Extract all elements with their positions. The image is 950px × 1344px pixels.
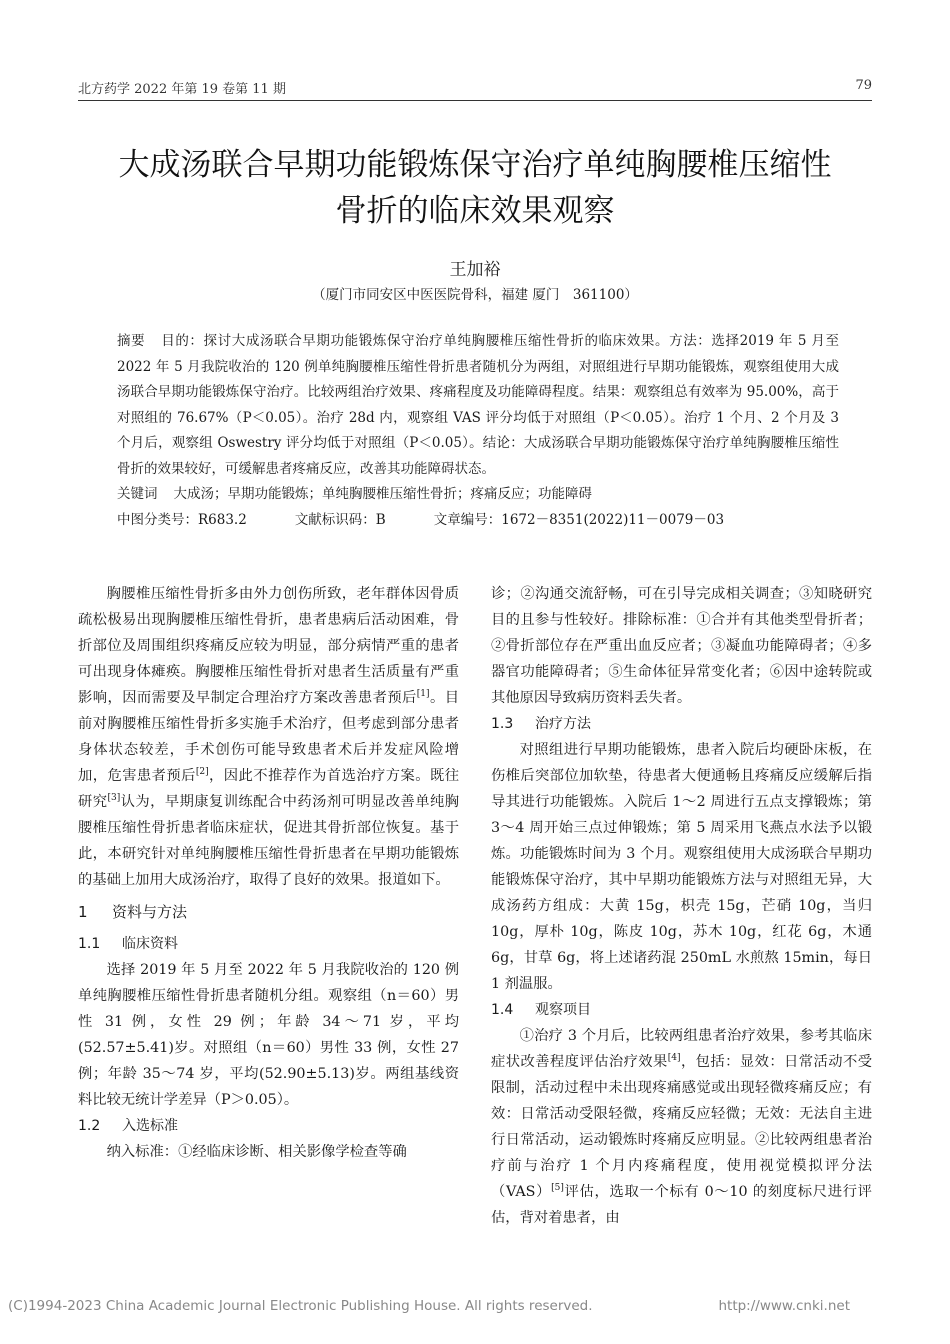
citation-2[interactable]: [2] — [195, 767, 209, 778]
running-header — [78, 78, 872, 97]
classification-row — [117, 508, 839, 534]
criteria-continuation: 诊；②沟通交流舒畅，可在引导完成相关调查；③知晓研究目的且参与性较好。排除标准：①合并有其他类型骨折者；②骨折部位存在严重出血反应者；③凝血功能障碍者；④多器官功能障碍者；⑤生命体征异常变化者；⑥因中途转院或其他原因导致病历资料丢失者。 — [491, 586, 872, 706]
clinical-data-paragraph: 选择 2019 年 5 月至 2022 年 5 月我院收治的 120 例单纯胸腰椎压缩性骨折患者随机分组。观察组（n＝60）男性 31 例，女性 29 例；年龄 34～71 岁，平均(52.57±5.41)岁。对照组（n＝60）男性 33 例，女性 27 例；年龄 35～74 岁，平均(52.90±5.13)岁。两组基线资料比较无统计学差异（P＞0.05）。 — [78, 962, 459, 1108]
header-divider — [78, 100, 872, 101]
section-heading-1-3: 1.3 治疗方法 — [491, 716, 591, 732]
abstract-label: 摘要 — [117, 333, 146, 349]
observation-paragraph: ①治疗 3 个月后，比较两组患者治疗效果，参考其临床症状改善程度评估治疗效果[4]，包括：显效：日常活动不受限制，活动过程中未出现疼痛感觉或出现轻微疼痛反应；有效：日常活动受限轻微，疼痛反应轻微；无效：无法自主进行日常活动，运动锻炼时疼痛反应明显。②比较两组患者治疗前与治疗 1 个月内疼痛程度，使用视觉模拟评分法（VAS）[5]评估，选取一个标有 0～10 的刻度标尺进行评估，背对着患者，由 — [491, 1028, 873, 1226]
introduction-paragraph: 胸腰椎压缩性骨折多由外力创伤所致，老年群体因骨质疏松极易出现胸腰椎压缩性骨折，患者患病后活动困难，骨折部位及周围组织疼痛反应较为明显，部分病情严重的患者可出现身体瘫痪。胸腰椎压缩性骨折对患者生活质量有严重影响，因而需要及早制定合理治疗方案改善患者预后[1]。目前对胸腰椎压缩性骨折多实施手术治疗，但考虑到部分患者身体状态较差，手术创伤可能导致患者术后并发症风险增加，危害患者预后[2]，因此不推荐作为首选治疗方案。既往研究[3]认为，早期康复训练配合中药汤剂可明显改善单纯胸腰椎压缩性骨折患者临床症状，促进其骨折部位恢复。基于此，本研究针对单纯胸腰椎压缩性骨折患者在早期功能锻炼的基础上加用大成汤治疗，取得了良好的效果。报道如下。 — [78, 586, 460, 888]
article-title — [78, 142, 872, 234]
treatment-paragraph: 对照组进行早期功能锻炼，患者入院后均硬卧床板，在伤椎后突部位加软垫，待患者大便通畅且疼痛反应缓解后指导其进行功能锻炼。入院后 1～2 周进行五点支撑锻炼；第 3～4 周开始三点过伸锻炼；第 5 周采用飞燕点水法予以锻炼。功能锻炼时间为 3 个月。观察组使用大成汤联合早期功能锻炼保守治疗，其中早期功能锻炼方法与对照组无异，大成汤药方组成：大黄 15g，枳壳 15g，芒硝 10g，当归 10g，厚朴 10g，陈皮 10g，苏木 10g，红花 6g，木通 6g，甘草 6g，将上述诸药混 250mL 水煎熬 15min，每日 1 剂温服。 — [491, 742, 872, 992]
inclusion-criteria-paragraph: 纳入标准：①经临床诊断、相关影像学检查等确 — [106, 1144, 407, 1160]
document-code: 文献标识码：B — [294, 511, 386, 528]
keywords-label: 关键词 — [117, 486, 158, 502]
citation-5[interactable]: [5] — [551, 1183, 564, 1194]
section-heading-1: 1 资料与方法 — [78, 903, 188, 921]
keywords — [117, 482, 839, 508]
affiliation: （厦门市同安区中医医院骨科，福建 厦门 361100） — [312, 287, 638, 303]
citation-4[interactable]: [4] — [667, 1053, 681, 1064]
section-heading-1-2: 1.2 入选标准 — [78, 1118, 178, 1134]
left-column — [78, 581, 459, 1165]
citation-3[interactable]: [3] — [107, 793, 121, 804]
title-line-1: 大成汤联合早期功能锻炼保守治疗单纯胸腰椎压缩性 — [118, 147, 832, 183]
abstract-text: 目的：探讨大成汤联合早期功能锻炼保守治疗单纯胸腰椎压缩性骨折的临床效果。方法：选择2019 年 5 月至 2022 年 5 月我院收治的 120 例单纯胸腰椎压缩性骨折患者随机分为两组，对照组进行早期功能锻炼，观察组使用大成汤联合早期功能锻炼保守治疗。比较两组治疗效果、疼痛程度及功能障碍程度。结果：观察组总有效率为 95.00%，高于对照组的 76.67%（P＜0.05）。治疗 28d 内，观察组 VAS 评分均低于对照组（P＜0.05）。治疗 1 个月、2 个月及 3 个月后，观察组 Oswestry 评分均低于对照组（P＜0.05）。结论：大成汤联合早期功能锻炼保守治疗单纯胸腰椎压缩性骨折的效果较好，可缓解患者疼痛反应，改善其功能障碍状态。 — [117, 333, 839, 477]
abstract-block — [117, 329, 839, 533]
copyright-notice: (C)1994-2023 China Academic Journal Electronic Publishing House. All rights reserved. — [8, 1298, 593, 1314]
author: 王加裕 — [449, 260, 501, 280]
right-column — [491, 581, 872, 1231]
section-heading-1-4: 1.4 观察项目 — [491, 1002, 591, 1018]
title-line-2: 骨折的临床效果观察 — [335, 193, 615, 229]
keywords-text: 大成汤；早期功能锻炼；单纯胸腰椎压缩性骨折；疼痛反应；功能障碍 — [173, 486, 592, 502]
citation-1[interactable]: [1] — [416, 689, 430, 700]
abstract — [117, 329, 839, 482]
clc-number: 中图分类号：R683.2 — [117, 511, 247, 528]
page-number: 79 — [855, 78, 872, 93]
journal-info: 北方药学 2022 年第 19 卷第 11 期 — [78, 82, 286, 97]
cnki-link[interactable]: http://www.cnki.net — [718, 1298, 850, 1314]
article-number: 文章编号：1672－8351(2022)11－0079－03 — [433, 511, 725, 528]
section-heading-1-1: 1.1 临床资料 — [78, 936, 178, 952]
